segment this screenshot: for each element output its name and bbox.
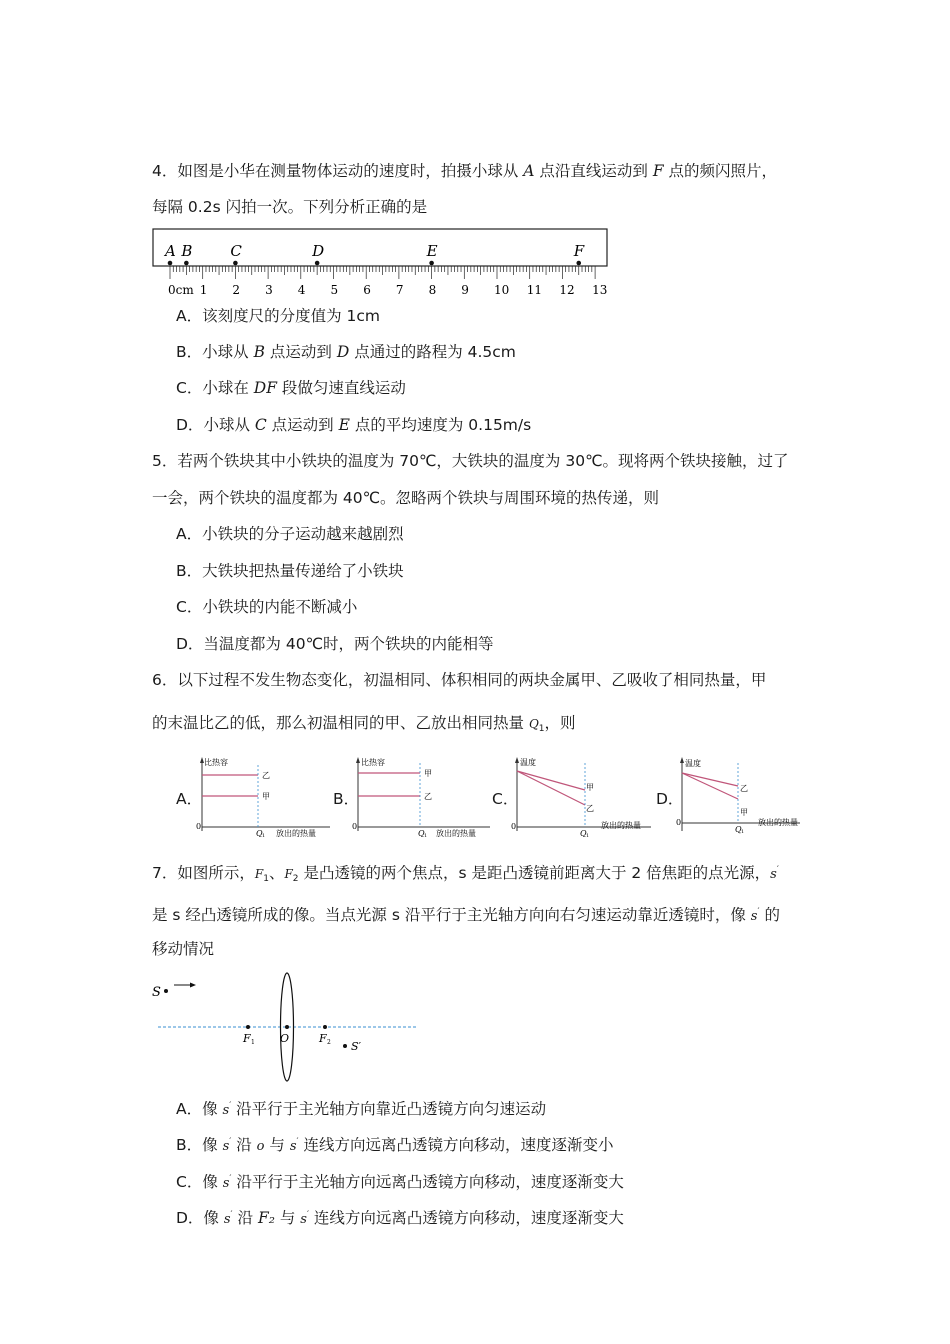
q5-option-b[interactable]: B．大铁块把热量传递给了小铁块	[176, 562, 404, 580]
o-label: O	[280, 1032, 290, 1045]
ruler-tick-label: 10	[494, 283, 510, 297]
q1-label: Q	[256, 829, 263, 837]
q4-stem-line2: 每隔 0.2s 闪拍一次。下列分析正确的是	[152, 198, 428, 216]
o-dot	[285, 1025, 289, 1029]
q1-sub: 1	[586, 833, 590, 837]
label-top: 甲	[586, 783, 594, 792]
q7-option-d[interactable]: D．像 s′ 沿 F₂ 与 s′ 连线方向远离凸透镜方向移动，速度逐渐变大	[176, 1209, 624, 1227]
q6-option-b-label[interactable]: B．	[333, 790, 360, 808]
q7-stem-line3: 移动情况	[152, 940, 215, 958]
q7-option-b[interactable]: B．像 s′ 沿 o 与 s′ 连线方向远离凸透镜方向移动，速度逐渐变小	[176, 1136, 614, 1154]
ylabel: 温度	[520, 758, 536, 767]
motion-arrowhead	[190, 983, 196, 988]
ruler-tick-label: 9	[461, 283, 469, 297]
ylabel: 比热容	[204, 758, 228, 767]
ruler-tick-label: 4	[297, 283, 306, 297]
q6-graph-c[interactable]	[511, 755, 656, 837]
y-arrow	[515, 757, 519, 763]
line-bottom	[682, 773, 738, 799]
xlabel: 放出的热量	[276, 829, 316, 837]
ruler-tick-label: 1	[199, 283, 208, 297]
origin: 0	[196, 822, 202, 831]
xlabel: 放出的热量	[436, 829, 476, 837]
q7-option-c[interactable]: C．像 s′ 沿平行于主光轴方向远离凸透镜方向移动，速度逐渐变大	[176, 1173, 624, 1191]
image-dot	[343, 1044, 347, 1048]
ruler-tick-label: 5	[330, 283, 339, 297]
f2-dot	[323, 1025, 327, 1029]
q5-option-c[interactable]: C．小铁块的内能不断减小	[176, 598, 358, 616]
origin: 0	[676, 818, 682, 827]
ruler-figure	[150, 226, 612, 302]
line-top	[682, 773, 738, 786]
image-label: S′	[351, 1040, 362, 1053]
q6-graph-d[interactable]	[676, 755, 806, 837]
q7-stem-line1: 7．如图所示，$F_1$、$F_2$ 是凸透镜的两个焦点，s 是距凸透镜前距离大于 2 倍焦距的点光源，s′	[152, 864, 779, 884]
ruler-tick-label: 7	[395, 283, 404, 297]
line-top	[517, 771, 585, 790]
point-label-E: E	[426, 242, 438, 260]
ylabel: 比热容	[361, 758, 385, 767]
ruler-tick-label: 11	[526, 283, 542, 297]
ball-position-B	[184, 261, 189, 266]
y-arrow	[680, 757, 684, 763]
q7-option-a[interactable]: A．像 s′ 沿平行于主光轴方向靠近凸透镜方向匀速运动	[176, 1100, 547, 1118]
q1-sub: 1	[424, 833, 428, 837]
label-top: 甲	[424, 769, 432, 778]
label-top: 乙	[262, 771, 270, 780]
label-bottom: 甲	[740, 808, 748, 817]
label-bottom: 乙	[424, 792, 432, 801]
ball-position-C	[233, 261, 238, 266]
source-dot	[164, 989, 168, 993]
ruler-tick-label: 12	[559, 283, 575, 297]
f2-sub: 2	[327, 1039, 331, 1046]
q6-stem-line1: 6．以下过程不发生物态变化，初温相同、体积相同的两块金属甲、乙吸收了相同热量，甲	[152, 671, 767, 689]
f1-sub: 1	[251, 1039, 255, 1046]
q5-option-d[interactable]: D．当温度都为 40℃时，两个铁块的内能相等	[176, 635, 494, 653]
q6-graph-b[interactable]	[352, 755, 497, 837]
point-label-C: C	[230, 242, 242, 260]
xlabel: 放出的热量	[601, 821, 641, 830]
label-bottom: 甲	[262, 792, 270, 801]
q6-stem-line2: 的末温比乙的低，那么初温相同的甲、乙放出相同热量 $Q_1$，则	[152, 714, 576, 734]
point-label-B: B	[181, 242, 193, 260]
label-top: 乙	[740, 784, 748, 793]
q1-label: Q	[418, 829, 425, 837]
ruler-tick-label: 0cm	[168, 283, 194, 297]
source-label: S	[152, 985, 161, 1000]
point-label-F: F	[573, 242, 585, 260]
q6-option-a-label[interactable]: A．	[176, 790, 203, 808]
q5-stem-line2: 一会，两个铁块的温度都为 40℃。忽略两个铁块与周围环境的热传递，则	[152, 489, 660, 507]
point-label-A: A	[165, 242, 176, 260]
ball-position-D	[315, 261, 320, 266]
ruler-tick-label: 8	[428, 283, 437, 297]
q6-graph-a[interactable]	[196, 755, 336, 837]
q1-label: Q	[735, 825, 742, 834]
ruler-tick-label: 13	[592, 283, 608, 297]
ball-position-A	[168, 261, 173, 266]
q4-option-d[interactable]: D．小球从 C 点运动到 E 点的平均速度为 0.15m/s	[176, 416, 532, 434]
ruler-tick-label: 6	[363, 283, 371, 297]
xlabel: 放出的热量	[758, 818, 798, 827]
origin: 0	[511, 822, 517, 831]
q1-sub: 1	[741, 829, 745, 835]
q5-option-a[interactable]: A．小铁块的分子运动越来越剧烈	[176, 525, 404, 543]
f1-label: F	[243, 1032, 251, 1045]
q4-option-a[interactable]: A．该刻度尺的分度值为 1cm	[176, 307, 381, 325]
ruler-frame	[153, 229, 607, 266]
q1-sub: 1	[262, 833, 266, 837]
ylabel: 温度	[685, 759, 701, 768]
q7-stem-line2: 是 s 经凸透镜所成的像。当点光源 s 沿平行于主光轴方向向右匀速运动靠近透镜时，像 s′ 的	[152, 906, 780, 924]
q1-label: Q	[580, 829, 587, 837]
f2-label: F	[319, 1032, 327, 1045]
f1-dot	[246, 1025, 250, 1029]
line-bottom	[517, 771, 585, 805]
ruler-tick-label: 2	[232, 283, 241, 297]
ball-position-E	[429, 261, 434, 266]
q6-option-c-label[interactable]: C．	[492, 790, 519, 808]
q6-option-d-label[interactable]: D．	[656, 790, 684, 808]
origin: 0	[352, 822, 358, 831]
q4-option-c[interactable]: C．小球在 DF 段做匀速直线运动	[176, 379, 406, 397]
lens-figure	[150, 970, 425, 1085]
ball-position-F	[576, 261, 581, 266]
q4-option-b[interactable]: B．小球从 B 点运动到 D 点通过的路程为 4.5cm	[176, 343, 516, 361]
point-label-D: D	[312, 242, 325, 260]
q5-stem-line1: 5．若两个铁块其中小铁块的温度为 70℃，大铁块的温度为 30℃。现将两个铁块接触，过了	[152, 452, 789, 470]
label-bottom: 乙	[586, 804, 594, 813]
y-arrow	[356, 757, 360, 763]
ruler-tick-label: 3	[265, 283, 273, 297]
q4-stem-line1: 4．如图是小华在测量物体运动的速度时，拍摄小球从 A 点沿直线运动到 F 点的频闪照片，	[152, 162, 778, 180]
